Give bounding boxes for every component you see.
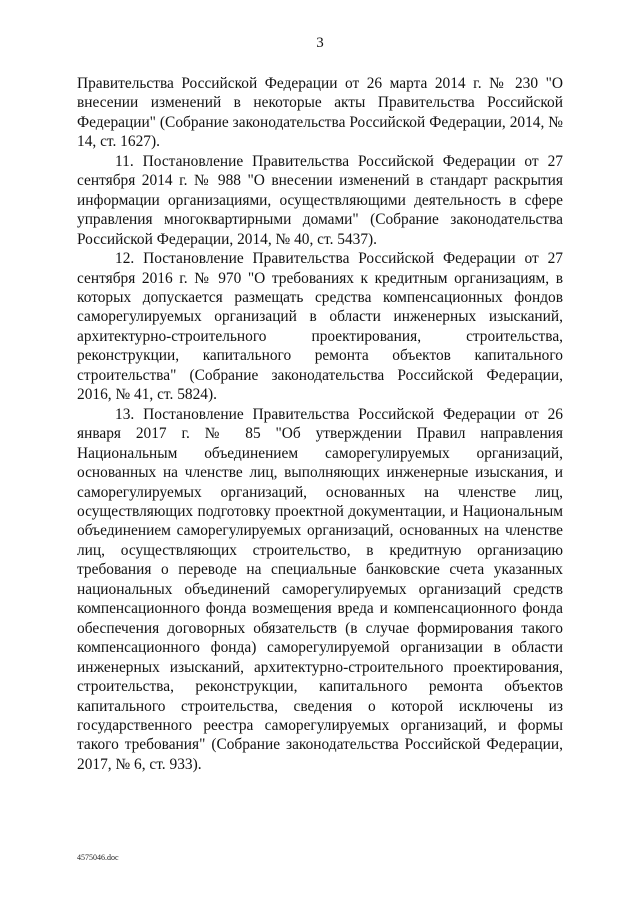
paragraph-item-13: 13. Постановление Правительства Российской Федерации от 26 января 2017 г. № 85 "Об утверждении Правил направления Национальным объединением саморегулируемых организаций, основанных на членстве лиц, выполняющих инженерные изыскания, и саморегулируемых организаций, основанных на членстве лиц, осуществляющих подготовку проектной документации, и Национальным объединением саморегулируемых организаций, основанных на членстве лиц, осуществляющих строительство, в кредитную организацию требования о переводе на специальные банковские счета указанных национальных объединений саморегулируемых организаций средств компенсационного фонда возмещения вреда и компенсационного фонда обеспечения договорных обязательств (в случае формирования такого компенсационного фонда) саморегулируемой организации в области инженерных изысканий, архитектурно-строительного проектирования, строительства, реконструкции, капитального ремонта объектов капитального строительства, сведения о которой исключены из государственного реестра саморегулируемых организаций, и формы такого требования" (Собрание законодательства Российской Федерации, 2017, № 6, ст. 933). [77,405,563,773]
footer-file-code: 4575046.doc [77,853,119,862]
page-number: 3 [316,35,324,51]
paragraph-item-12: 12. Постановление Правительства Российской Федерации от 27 сентября 2016 г. № 970 "О требованиях к кредитным организациям, в которых допускается размещать средства компенсационных фондов саморегулируемых организаций в области инженерных изысканий, архитектурно-строительного проектирования, строительства, реконструкции, капитального ремонта объектов капитального строительства" (Собрание законодательства Российской Федерации, 2016, № 41, ст. 5824). [77,250,563,404]
document-body [77,74,563,774]
paragraph-continuation: Правительства Российской Федерации от 26 марта 2014 г. № 230 "О внесении изменений в некоторые акты Правительства Российской Федерации" (Собрание законодательства Российской Федерации, 2014, № 14, ст. 1627). [77,75,563,151]
paragraph-item-11: 11. Постановление Правительства Российской Федерации от 27 сентября 2014 г. № 988 "О внесении изменений в стандарт раскрытия информации организациями, осуществляющими деятельность в сфере управления многоквартирными домами" (Собрание законодательства Российской Федерации, 2014, № 40, ст. 5437). [77,152,563,248]
